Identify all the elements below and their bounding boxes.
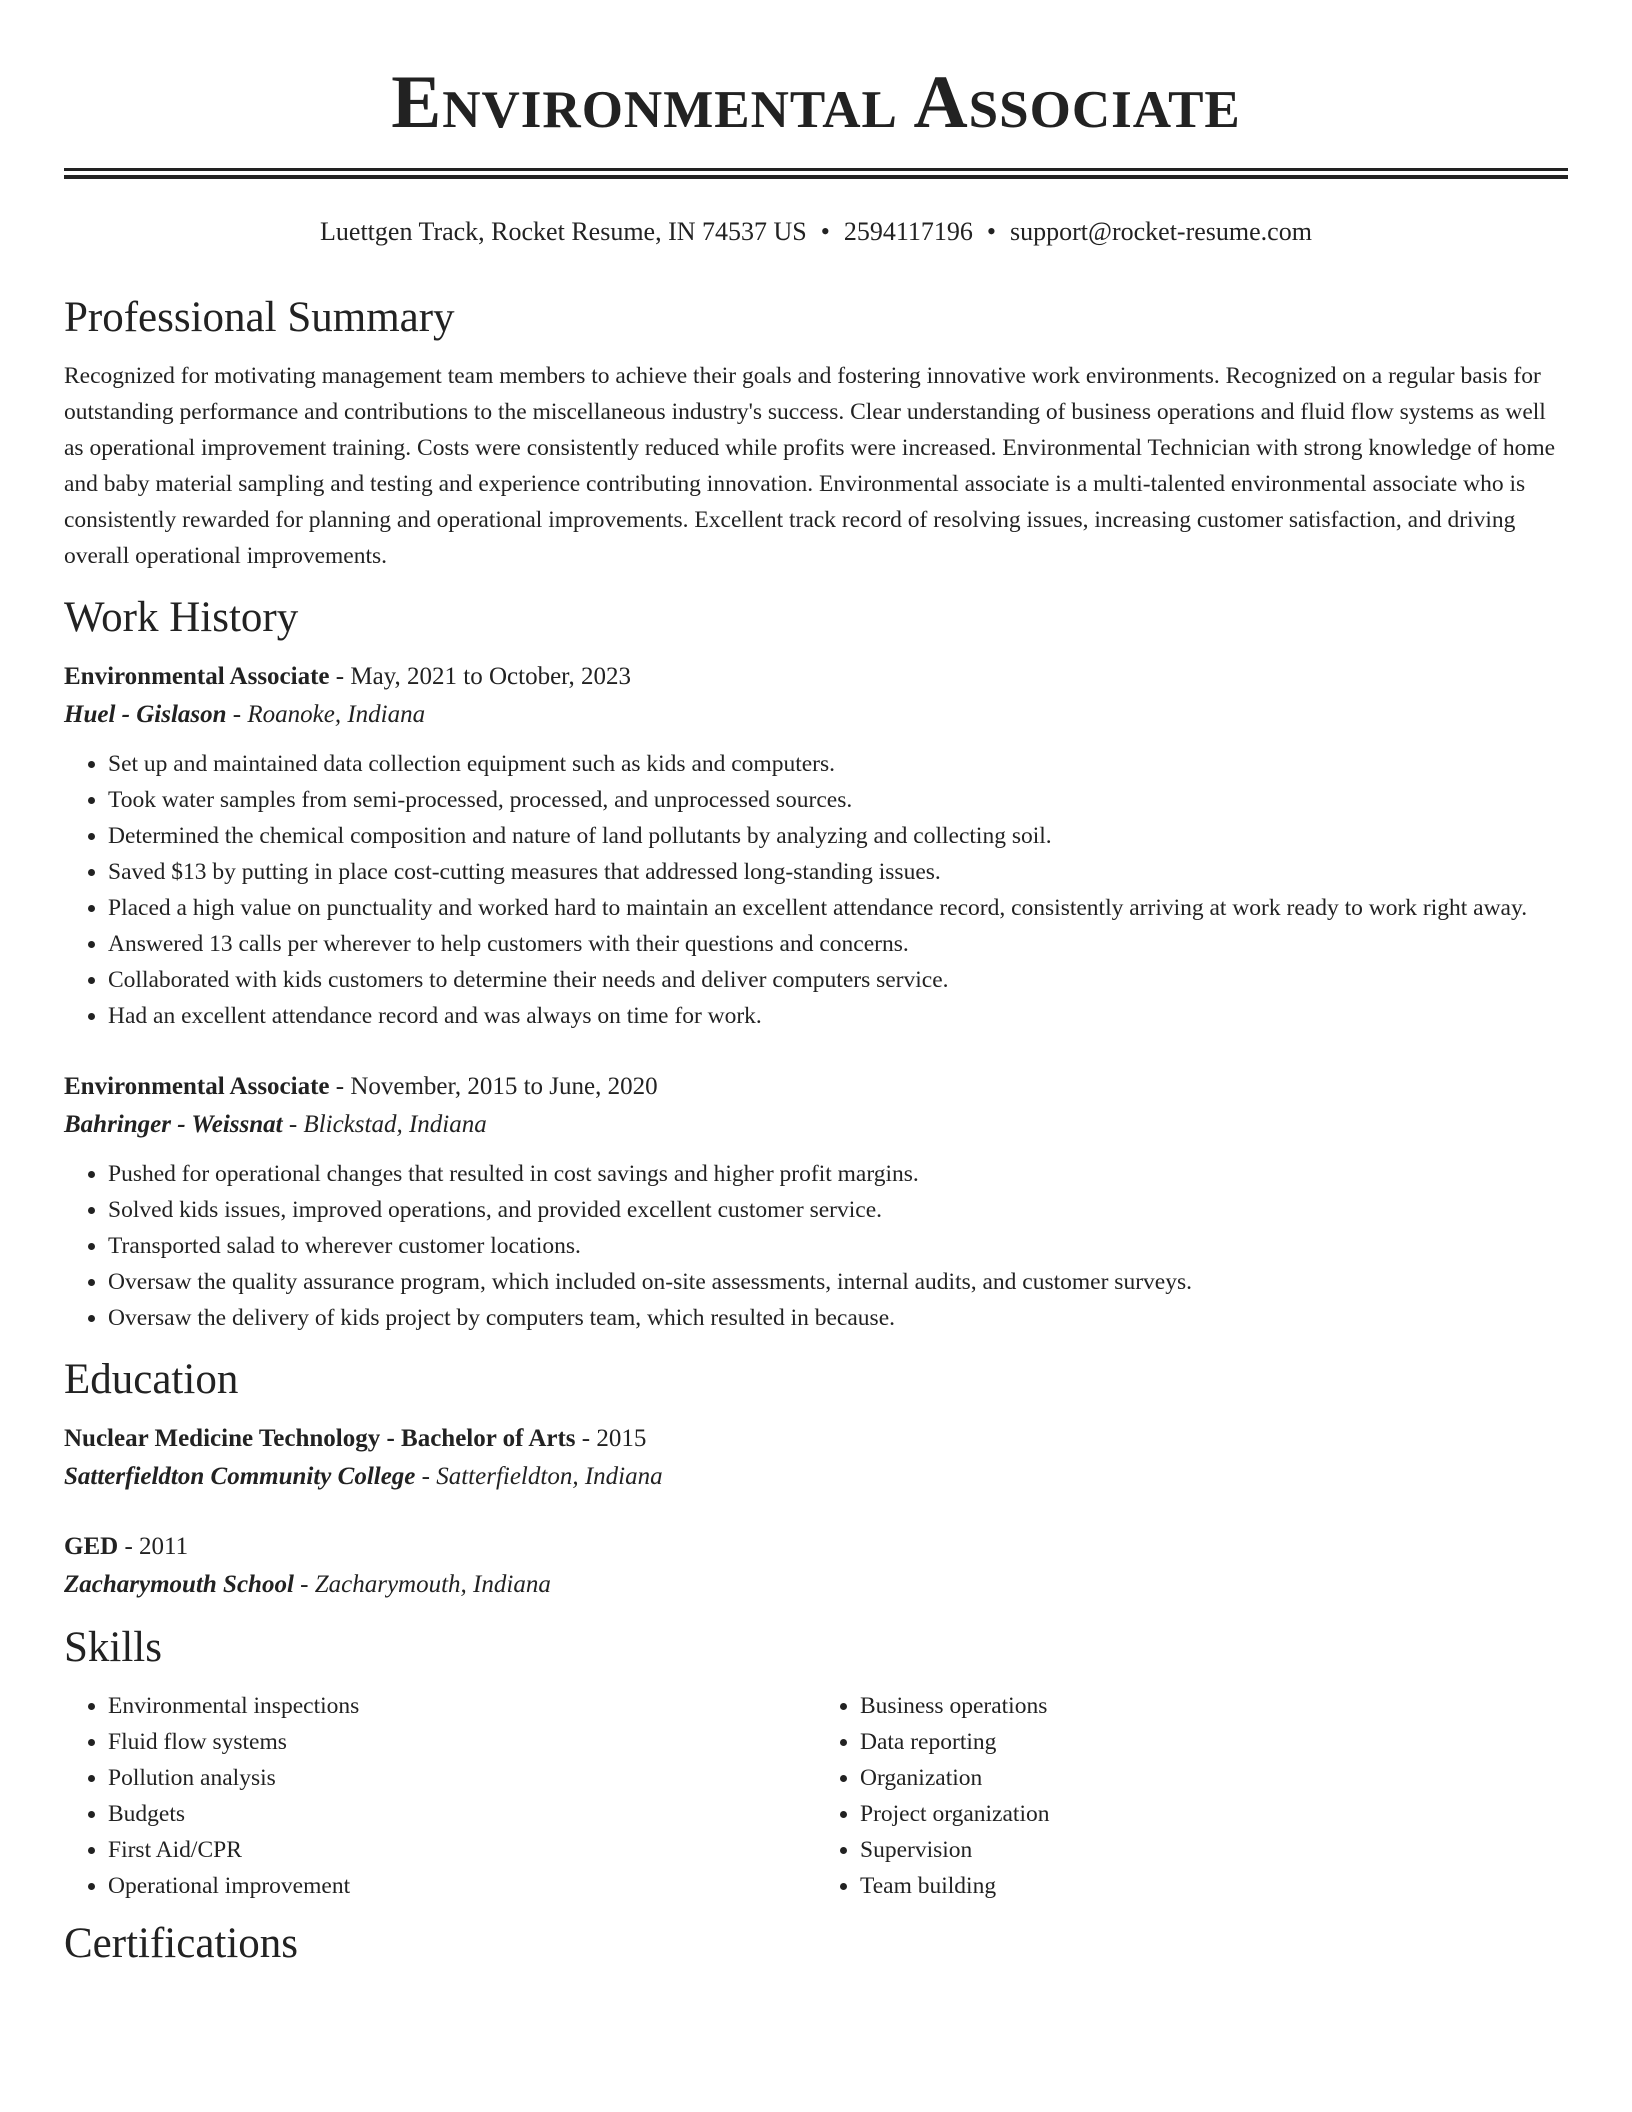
job-bullet: • Determined the chemical composition and nature of land pollutants by analyzing and collecting soil. [108,818,1568,854]
job-company: Bahringer - Weissnat [64,1111,283,1138]
contact-separator: • [986,217,997,246]
job-bullet: • Transported salad to wherever customer locations. [108,1228,1568,1264]
skill-item: • Business operations [860,1688,1568,1724]
section-heading-summary: Professional Summary [64,294,455,341]
section-heading-certifications: Certifications [64,1920,299,1967]
section-heading-skills: Skills [64,1624,162,1671]
job-bullet: • Set up and maintained data collection equipment such as kids and computers. [108,746,1568,782]
job-bullets [64,1156,1568,1336]
job-bullet: • Oversaw the quality assurance program, which included on-site assessments, internal audits, and customer surveys. [108,1264,1568,1300]
education-year: - 2011 [118,1533,189,1560]
skill-item: • Budgets [108,1796,816,1832]
job-bullet: • Saved $13 by putting in place cost-cutting measures that addressed long-standing issues. [108,854,1568,890]
education-location: - Satterfieldton, Indiana [415,1463,663,1490]
skill-item: • Environmental inspections [108,1688,816,1724]
job-entry [64,658,1568,1034]
job-bullet: • Pushed for operational changes that resulted in cost savings and higher profit margins. [108,1156,1568,1192]
section-heading-work: Work History [64,594,299,641]
job-dates: - November, 2015 to June, 2020 [329,1073,658,1100]
resume-title: Environmental Associate [391,61,1241,144]
education-degree: GED [64,1533,119,1560]
section-heading-education: Education [64,1356,239,1403]
contact-line [64,212,1568,252]
contact-separator: • [820,217,830,246]
skill-item: • Organization [860,1760,1568,1796]
education-school: Zacharymouth School [64,1571,294,1598]
job-bullets [64,746,1568,1034]
skill-item: • Fluid flow systems [108,1724,816,1760]
job-bullet: • Answered 13 calls per wherever to help customers with their questions and concerns. [108,926,1568,962]
education-year: - 2015 [575,1425,647,1452]
title-divider-top [64,168,1568,171]
job-title: Environmental Associate [64,1073,330,1100]
skill-item: • Team building [860,1868,1568,1904]
job-entry [64,1068,1568,1336]
skills-column-right [816,1688,1568,1904]
contact-address: Luettgen Track, Rocket Resume, IN 74537 US [320,217,807,246]
skills-column-left [64,1688,816,1904]
job-bullet: • Took water samples from semi-processed, processed, and unprocessed sources. [108,782,1568,818]
education-entry [64,1420,1568,1496]
job-bullet: • Had an excellent attendance record and was always on time for work. [108,998,1568,1034]
job-bullet: • Oversaw the delivery of kids project by computers team, which resulted in because. [108,1300,1568,1336]
title-divider-bottom [64,175,1568,179]
job-dates: - May, 2021 to October, 2023 [329,663,632,690]
job-location: - Roanoke, Indiana [226,701,426,728]
education-entry [64,1528,1568,1604]
skill-item: • Pollution analysis [108,1760,816,1796]
job-bullet: • Placed a high value on punctuality and worked hard to maintain an excellent attendance record, consistently arriving at work ready to work right away. [108,890,1568,926]
skill-item: • First Aid/CPR [108,1832,816,1868]
skill-item: • Supervision [860,1832,1568,1868]
contact-phone: 2594117196 [843,217,973,246]
job-bullet: • Solved kids issues, improved operations, and provided excellent customer service. [108,1192,1568,1228]
education-degree: Nuclear Medicine Technology - Bachelor of Arts [64,1425,576,1452]
job-bullet: • Collaborated with kids customers to determine their needs and deliver computers service. [108,962,1568,998]
skill-item: • Operational improvement [108,1868,816,1904]
skill-item: • Project organization [860,1796,1568,1832]
job-company: Huel - Gislason [64,701,227,728]
contact-email: support@rocket-resume.com [1010,217,1312,246]
skill-item: • Data reporting [860,1724,1568,1760]
education-school: Satterfieldton Community College [64,1463,416,1490]
resume-content [64,288,1568,1984]
skills-grid [64,1688,1568,1904]
job-title: Environmental Associate [64,663,330,690]
job-location: - Blickstad, Indiana [282,1111,487,1138]
education-location: - Zacharymouth, Indiana [293,1571,551,1598]
summary-text: Recognized for motivating management team members to achieve their goals and fostering innovative work environments. Recognized on a regular basis for outstanding performance and contributions to the miscellaneous industry's success. Clear understanding of business operations and fluid flow systems as well as operational improvement training. Costs were consistently reduced while profits were increased. Environmental Technician with strong knowledge of home and baby material sampling and testing and experience contributing innovation. Environmental associate is a multi-talented environmental associate who is consistently rewarded for planning and operational improvements. Excellent track record of resolving issues, increasing customer satisfaction, and driving overall operational improvements. [64,363,1556,569]
